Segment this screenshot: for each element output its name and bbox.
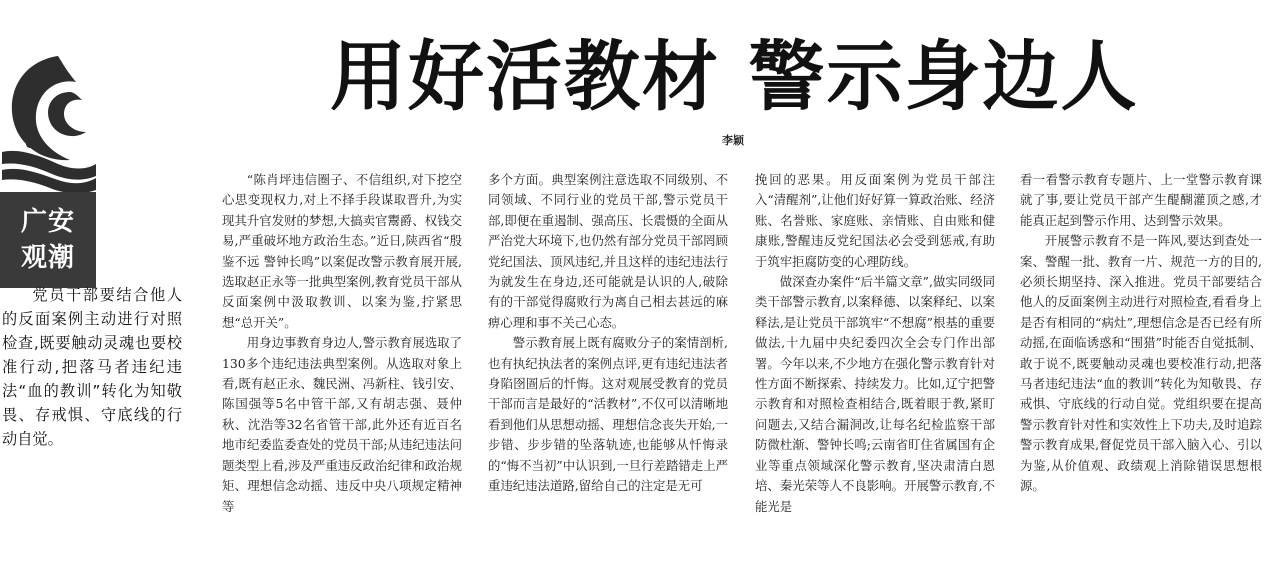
headline: 用好活教材 警示身边人 [330, 32, 1139, 121]
author-byline: 李颖 [722, 134, 744, 147]
article-column-1 [222, 170, 462, 575]
article-paragraph: “陈肖坪违信圈子、不信组织,对下挖空心思变现权力,对上不择手段谋取晋升,为实现其升官发财的梦想,大搞卖官鬻爵、权钱交易,严重破坏地方政治生态。”近日,陕西省“殷鉴不远 警钟长鸣”以案促改警示教育展开展,选取赵正永等一批典型案例,教育党员干部从反面案例中汲取教训、以案为鉴,拧紧思想“总开关”。 [222, 172, 462, 330]
column-logo [0, 52, 96, 273]
article-paragraph: 多个方面。典型案例注意选取不同级别、不同领域、不同行业的党员干部,警示党员干部,即便在重遏制、强高压、长震慑的全面从严治党大环境下,也仍然有部分党员干部罔顾党纪国法、顶风违纪,并且这样的违纪违法行为就发生在身边,还可能就是认识的人,破除有的干部觉得腐败行为离自己相去甚远的麻痹心理和事不关己心态。 [488, 172, 728, 330]
article-column-3 [755, 170, 995, 575]
article-column-2 [488, 170, 728, 575]
sidebar-quote: 党员干部要结合他人的反面案例主动进行对照检查,既要触动灵魂也要校准行动,把落马者违纪违法“血的教训”转化为知敬畏、存戒惧、守底线的行动自觉。 [2, 286, 182, 448]
article-paragraph: 挽回的恶果。用反面案例为党员干部注入“清醒剂”,让他们好好算一算政治账、经济账、名誉账、家庭账、亲情账、自由账和健康账,警醒违反党纪国法必会受到惩戒,有助于筑牢拒腐防变的心理防线。 [755, 172, 995, 269]
wave-icon [0, 52, 96, 197]
article-paragraph: 警示教育展上既有腐败分子的案情剖析,也有执纪执法者的案例点评,更有违纪违法者身陷囹圄后的忏悔。这对观展受教育的党员干部而言是最好的“活教材”,不仅可以清晰地看到他们从思想动摇、理想信念丧失开始,一步错、步步错的坠落轨迹,也能够从忏悔录的“悔不当初”中认识到,一旦行差踏错走上严重违纪违法道路,留给自己的注定是无可 [488, 335, 728, 494]
article-paragraph: 用身边事教育身边人,警示教育展选取了130多个违纪违法典型案例。从选取对象上看,既有赵正永、魏民洲、冯新柱、钱引安、陈国强等5名中管干部,又有胡志强、聂仲秋、沈浩等32名省管干部,此外还有近百名地市纪委监委查处的党员干部;从违纪违法问题类型上看,涉及严重违反政治纪律和政治规矩、理想信念动摇、违反中央八项规定精神等 [222, 335, 462, 514]
article-column-4 [1020, 170, 1262, 575]
logo-text-box [0, 192, 96, 288]
article-paragraph: 做深查办案件“后半篇文章”,做实同级同类干部警示教育,以案释德、以案释纪、以案释法,是让党员干部筑牢“不想腐”根基的重要做法,十九届中央纪委四次全会专门作出部署。今年以来,不少地方在强化警示教育针对性方面不断探索、持续发力。比如,辽宁把警示教育和对照检查相结合,既着眼于教,紧盯问题去,又结合漏洞改,让每名纪检监察干部防微杜渐、警钟长鸣;云南省盯住省属国有企业等重点领域深化警示教育,坚决肃清白恩培、秦光荣等人不良影响。开展警示教育,不能光是 [755, 274, 995, 514]
article-paragraph: 看一看警示教育专题片、上一堂警示教育课就了事,要让党员干部产生醍醐灌顶之感,才能真正起到警示作用、达到警示效果。 [1020, 172, 1262, 228]
logo-line-2: 观潮 [20, 243, 75, 273]
article-paragraph: 开展警示教育不是一阵风,要达到查处一案、警醒一批、教育一片、规范一方的目的,必须长期坚持、深入推进。党员干部要结合他人的反面案例主动进行对照检查,看看身上是否有相同的“病灶”,理想信念是否已经有所动摇,在面临诱惑和“围猎”时能否自觉抵制、敢于说不,既要触动灵魂也要校准行动,把落马者违纪违法“血的教训”转化为知敬畏、存戒惧、守底线的行动自觉。党组织要在提高警示教育针对性和实效性上下功夫,及时追踪警示教育成果,督促党员干部入脑入心、引以为鉴,从价值观、政绩观上消除错误思想根源。 [1020, 233, 1262, 494]
logo-line-1: 广安 [20, 207, 75, 237]
